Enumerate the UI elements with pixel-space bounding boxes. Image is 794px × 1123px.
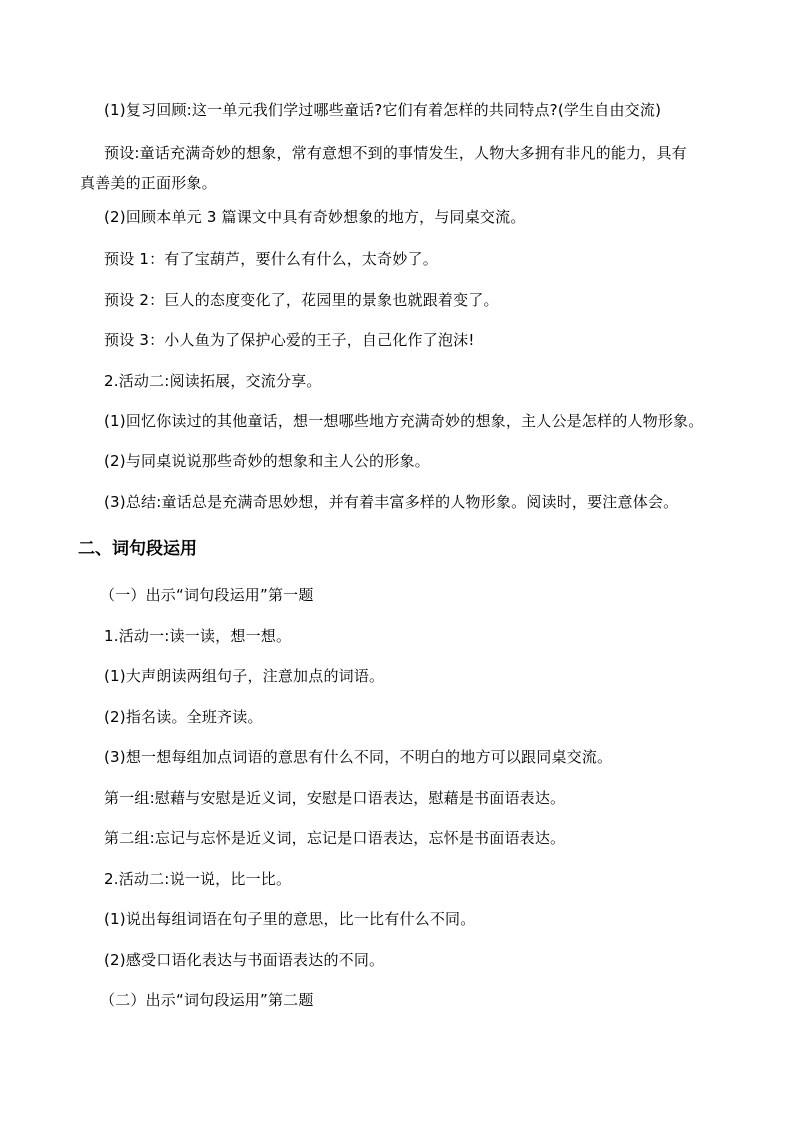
paragraph-discuss: (2)与同桌说说那些奇妙的想象和主人公的形象。 — [104, 452, 430, 470]
paragraph-summary: (3)总结:童话总是充满奇思妙想，并有着丰富多样的人物形象。阅读时，要注意体会。 — [104, 493, 679, 511]
paragraph-feel: (2)感受口语化表达与书面语表达的不同。 — [104, 951, 385, 969]
paragraph-activity-2b: 2.活动二:说一说，比一比。 — [104, 870, 292, 888]
paragraph-review: (1)复习回顾:这一单元我们学过哪些童话?它们有着怎样的共同特点?(学生自由交流) — [104, 101, 662, 119]
paragraph-activity-1: 1.活动一:读一读，想一想。 — [104, 627, 292, 645]
paragraph-review-texts: (2)回顾本单元 3 篇课文中具有奇妙想象的地方，与同桌交流。 — [104, 208, 526, 226]
paragraph-preset-2: 预设 2：巨人的态度变化了，花园里的景象也就跟着变了。 — [104, 291, 499, 309]
subsection-title-1: （一）出示“词句段运用”第一题 — [100, 586, 314, 604]
paragraph-group-1: 第一组:慰藉与安慰是近义词，安慰是口语表达，慰藉是书面语表达。 — [104, 789, 566, 807]
paragraph-recall: (1)回忆你读过的其他童话，想一想哪些地方充满奇妙的想象，主人公是怎样的人物形象。 — [104, 412, 704, 430]
paragraph-read-aloud: (1)大声朗读两组句子，注意加点的词语。 — [104, 667, 385, 685]
paragraph-preset: 预设:童话充满奇妙的想象，常有意想不到的事情发生，人物大多拥有非凡的能力，具有真善美的正面形象。 — [80, 144, 687, 192]
subsection-title-2: （二）出示“词句段运用”第二题 — [100, 991, 314, 1009]
paragraph-think: (3)想一想每组加点词语的意思有什么不同，不明白的地方可以跟同桌交流。 — [104, 748, 613, 766]
paragraph-group-2: 第二组:忘记与忘怀是近义词，忘记是口语表达，忘怀是书面语表达。 — [104, 829, 566, 847]
paragraph-preset-1: 预设 1：有了宝葫芦，要什么有什么，太奇妙了。 — [104, 250, 438, 268]
paragraph-preset-3: 预设 3：小人鱼为了保护心爱的王子，自己化作了泡沫! — [104, 331, 475, 349]
paragraph-compare: (1)说出每组词语在句子里的意思，比一比有什么不同。 — [104, 910, 476, 928]
paragraph-name-read: (2)指名读。全班齐读。 — [104, 708, 263, 726]
section-heading: 二、词句段运用 — [78, 539, 197, 559]
paragraph-activity-2: 2.活动二:阅读拓展，交流分享。 — [104, 372, 322, 390]
